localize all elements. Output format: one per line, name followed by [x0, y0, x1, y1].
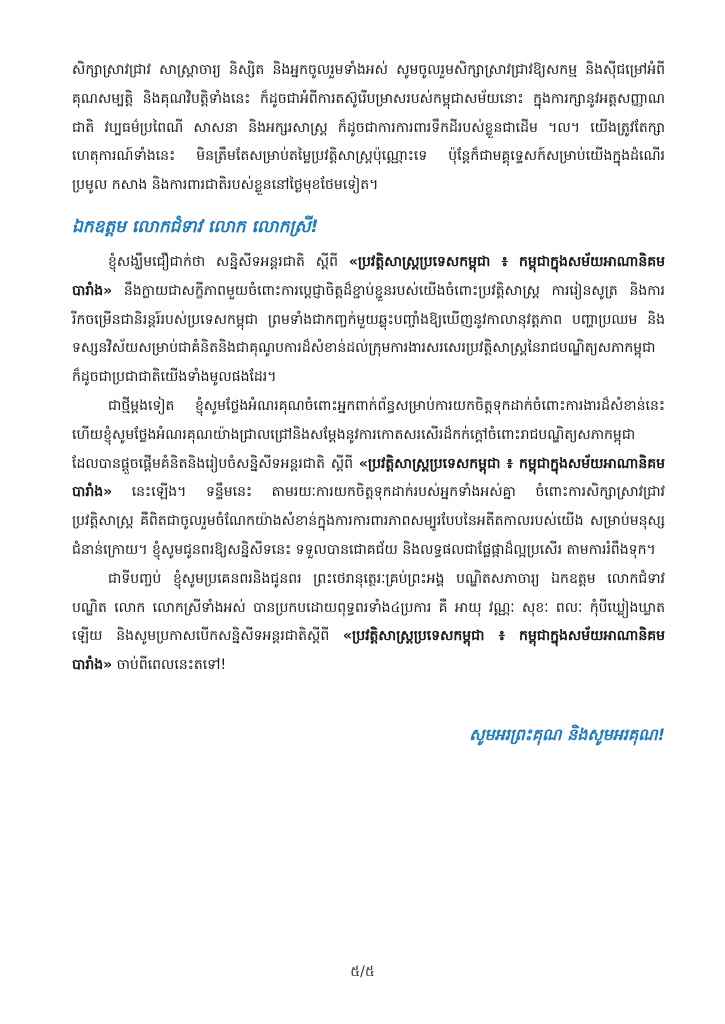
closing-thanks: សូមអរព្រះគុណ និងសូមអរគុណ!	[469, 724, 665, 744]
salutation-heading: ឯកឧត្តម លោកជំទាវ លោក លោកស្រី!	[72, 216, 319, 237]
text-run: ខ្ញុំសង្ឃឹមជឿជាក់ថា សន្និសីទអន្តរជាតិ ស្តីពី	[108, 253, 349, 270]
text-run: ចាប់ពីពេលនេះតទៅ!	[112, 657, 227, 674]
text-run: ជាទីបញ្ចប់ ខ្ញុំសូមប្រគេនពរនិងជូនពរ ព្រះថេរានុត្ថេរៈគ្រប់ព្រះអង្គ បណ្ឌិតសភាចារ្យ ឯកឧត្តម លោកជំទាវ បណ្ឌិត លោក លោកស្រីទាំងអស់ បានប្រកបដោយពុទ្ធពរទាំង៤ប្រការ គឺ អាយុ វណ្ណៈ សុខៈ ពលៈ កុំបីឃ្លៀងឃ្លាតឡើយ និងសូមប្រកាសបើកសន្និសីទអន្តរជាតិស្តីពី	[72, 570, 665, 645]
page-number: ៥/៥	[350, 964, 375, 980]
text-run: នេះឡើង។ ទន្ទឹមនេះ តាមរយៈការយកចិត្តទុកដាក់របស់អ្នកទាំងអស់គ្នា ចំពោះការសិក្សាស្រាវជ្រាវប្រវត្តិសាស្ត្រ គឺពិតជាចូលរួមចំណែកយ៉ាងសំខាន់ក្នុងការការពារភាពសម្បូរបែបនៃអតីតកាលរបស់យើង សម្រាប់មនុស្សជំនាន់ក្រោយ។ ខ្ញុំសូមជូនពរឱ្យសន្និសីទនេះ ទទួលបានជោគជ័យ និងលទ្ធផលជាផ្លែផ្កាដ៏ល្អប្រសើរ តាមការរំពឹងទុក។	[72, 484, 665, 558]
intro-paragraph: សិក្សាស្រាវជ្រាវ សាស្ត្រាចារ្យ និស្សិត និងអ្នកចូលរួមទាំងអស់ សូមចូលរួមសិក្សាស្រាវជ្រាវឱ្យសកម្ម និងស៊ីជម្រៅអំពីគុណសម្បត្តិ និងគុណវិបត្តិទាំងនេះ ក៏ដូចជាអំពីការតស៊ូរើបម្រាសរបស់កម្ពុជាសម័យនោះ ក្នុងការក្សានូវអត្តសញ្ញាណជាតិ វប្បធម៌ប្រពៃណី សាសនា និងអក្សរសាស្ត្រ ក៏ដូចជាការការពារទឹកដីរបស់ខ្លួនជាដើម ។ល។ យើងត្រូវតែក្សាហេតុការណ៍ទាំងនេះ មិនត្រឹមតែសម្រាប់តម្លៃប្រវត្តិសាស្ត្រប៉ុណ្ណោះទេ ប៉ុន្តែក៏ជាមគ្គុទ្ទេសក៍សម្រាប់យើងក្នុងដំណើរប្រមូល កសាង និងការពារជាតិរបស់ខ្លួននៅថ្ងៃមុខថែមទៀត។	[72, 62, 665, 194]
thanks-paragraph	[72, 392, 665, 565]
conference-title: «ប្រវត្តិសាស្ត្រប្រទេសកម្ពុជា ៖ កម្ពុជាក្នុងសម័យអាណានិគមបារាំង»	[72, 253, 665, 299]
text-run: នឹងក្លាយជាសក្ខីភាពមួយចំពោះការប្តេជ្ញាចិត្តដ៏ខ្ជាប់ខ្ជួនរបស់យើងចំពោះប្រវត្តិសាស្ត្រ ការរៀនសូត្រ និងការរីកចម្រើនជានិរន្តរ៍របស់ប្រទេសកម្ពុជា ព្រមទាំងជាកញ្ចក់មួយឆ្លុះបញ្ចាំងឱ្យឃើញនូវកាលានុវត្តភាព បញ្ហាប្រឈម និងទស្សនវិស័យសម្រាប់ជាគំនិតនិងជាគុណូបការដ៏សំខាន់ដល់ក្រុមការងារសរសេរប្រវត្តិសាស្ត្រនៃរាជបណ្ឌិត្យសភាកម្ពុជា ក៏ដូចជាប្រជាជាតិយើងទាំងមូលផងដែរ។	[72, 282, 665, 386]
conference-title: «ប្រវត្តិសាស្ត្រប្រទេសកម្ពុជា ៖ កម្ពុជាក្នុងសម័យអាណានិគមបារាំង»	[72, 455, 665, 501]
document-body	[72, 56, 665, 750]
conference-title: «ប្រវត្តិសាស្ត្រប្រទេសកម្ពុជា ៖ កម្ពុជាក្នុងសម័យអាណានិគមបារាំង»	[72, 628, 666, 674]
text-run: ជាថ្មីម្តងទៀត ខ្ញុំសូមថ្លែងអំណរគុណចំពោះអ្នកពាក់ព័ន្ធសម្រាប់ការយកចិត្តទុកដាក់ចំពោះការងារដ៏សំខាន់នេះ ហើយខ្ញុំសូមថ្លែងអំណរគុណយ៉ាងជ្រាលជ្រៅនិងសម្តែងនូវការកោតសរសើរដ៏កក់ក្តៅចំពោះរាជបណ្ឌិត្យសភាកម្ពុជា ដែលបានផ្តួចផ្តើមគំនិតនិងរៀបចំសន្និសីទអន្តរជាតិ ស្តីពី	[72, 397, 665, 472]
closing-paragraph	[72, 565, 665, 680]
conference-hope-paragraph	[72, 248, 665, 392]
